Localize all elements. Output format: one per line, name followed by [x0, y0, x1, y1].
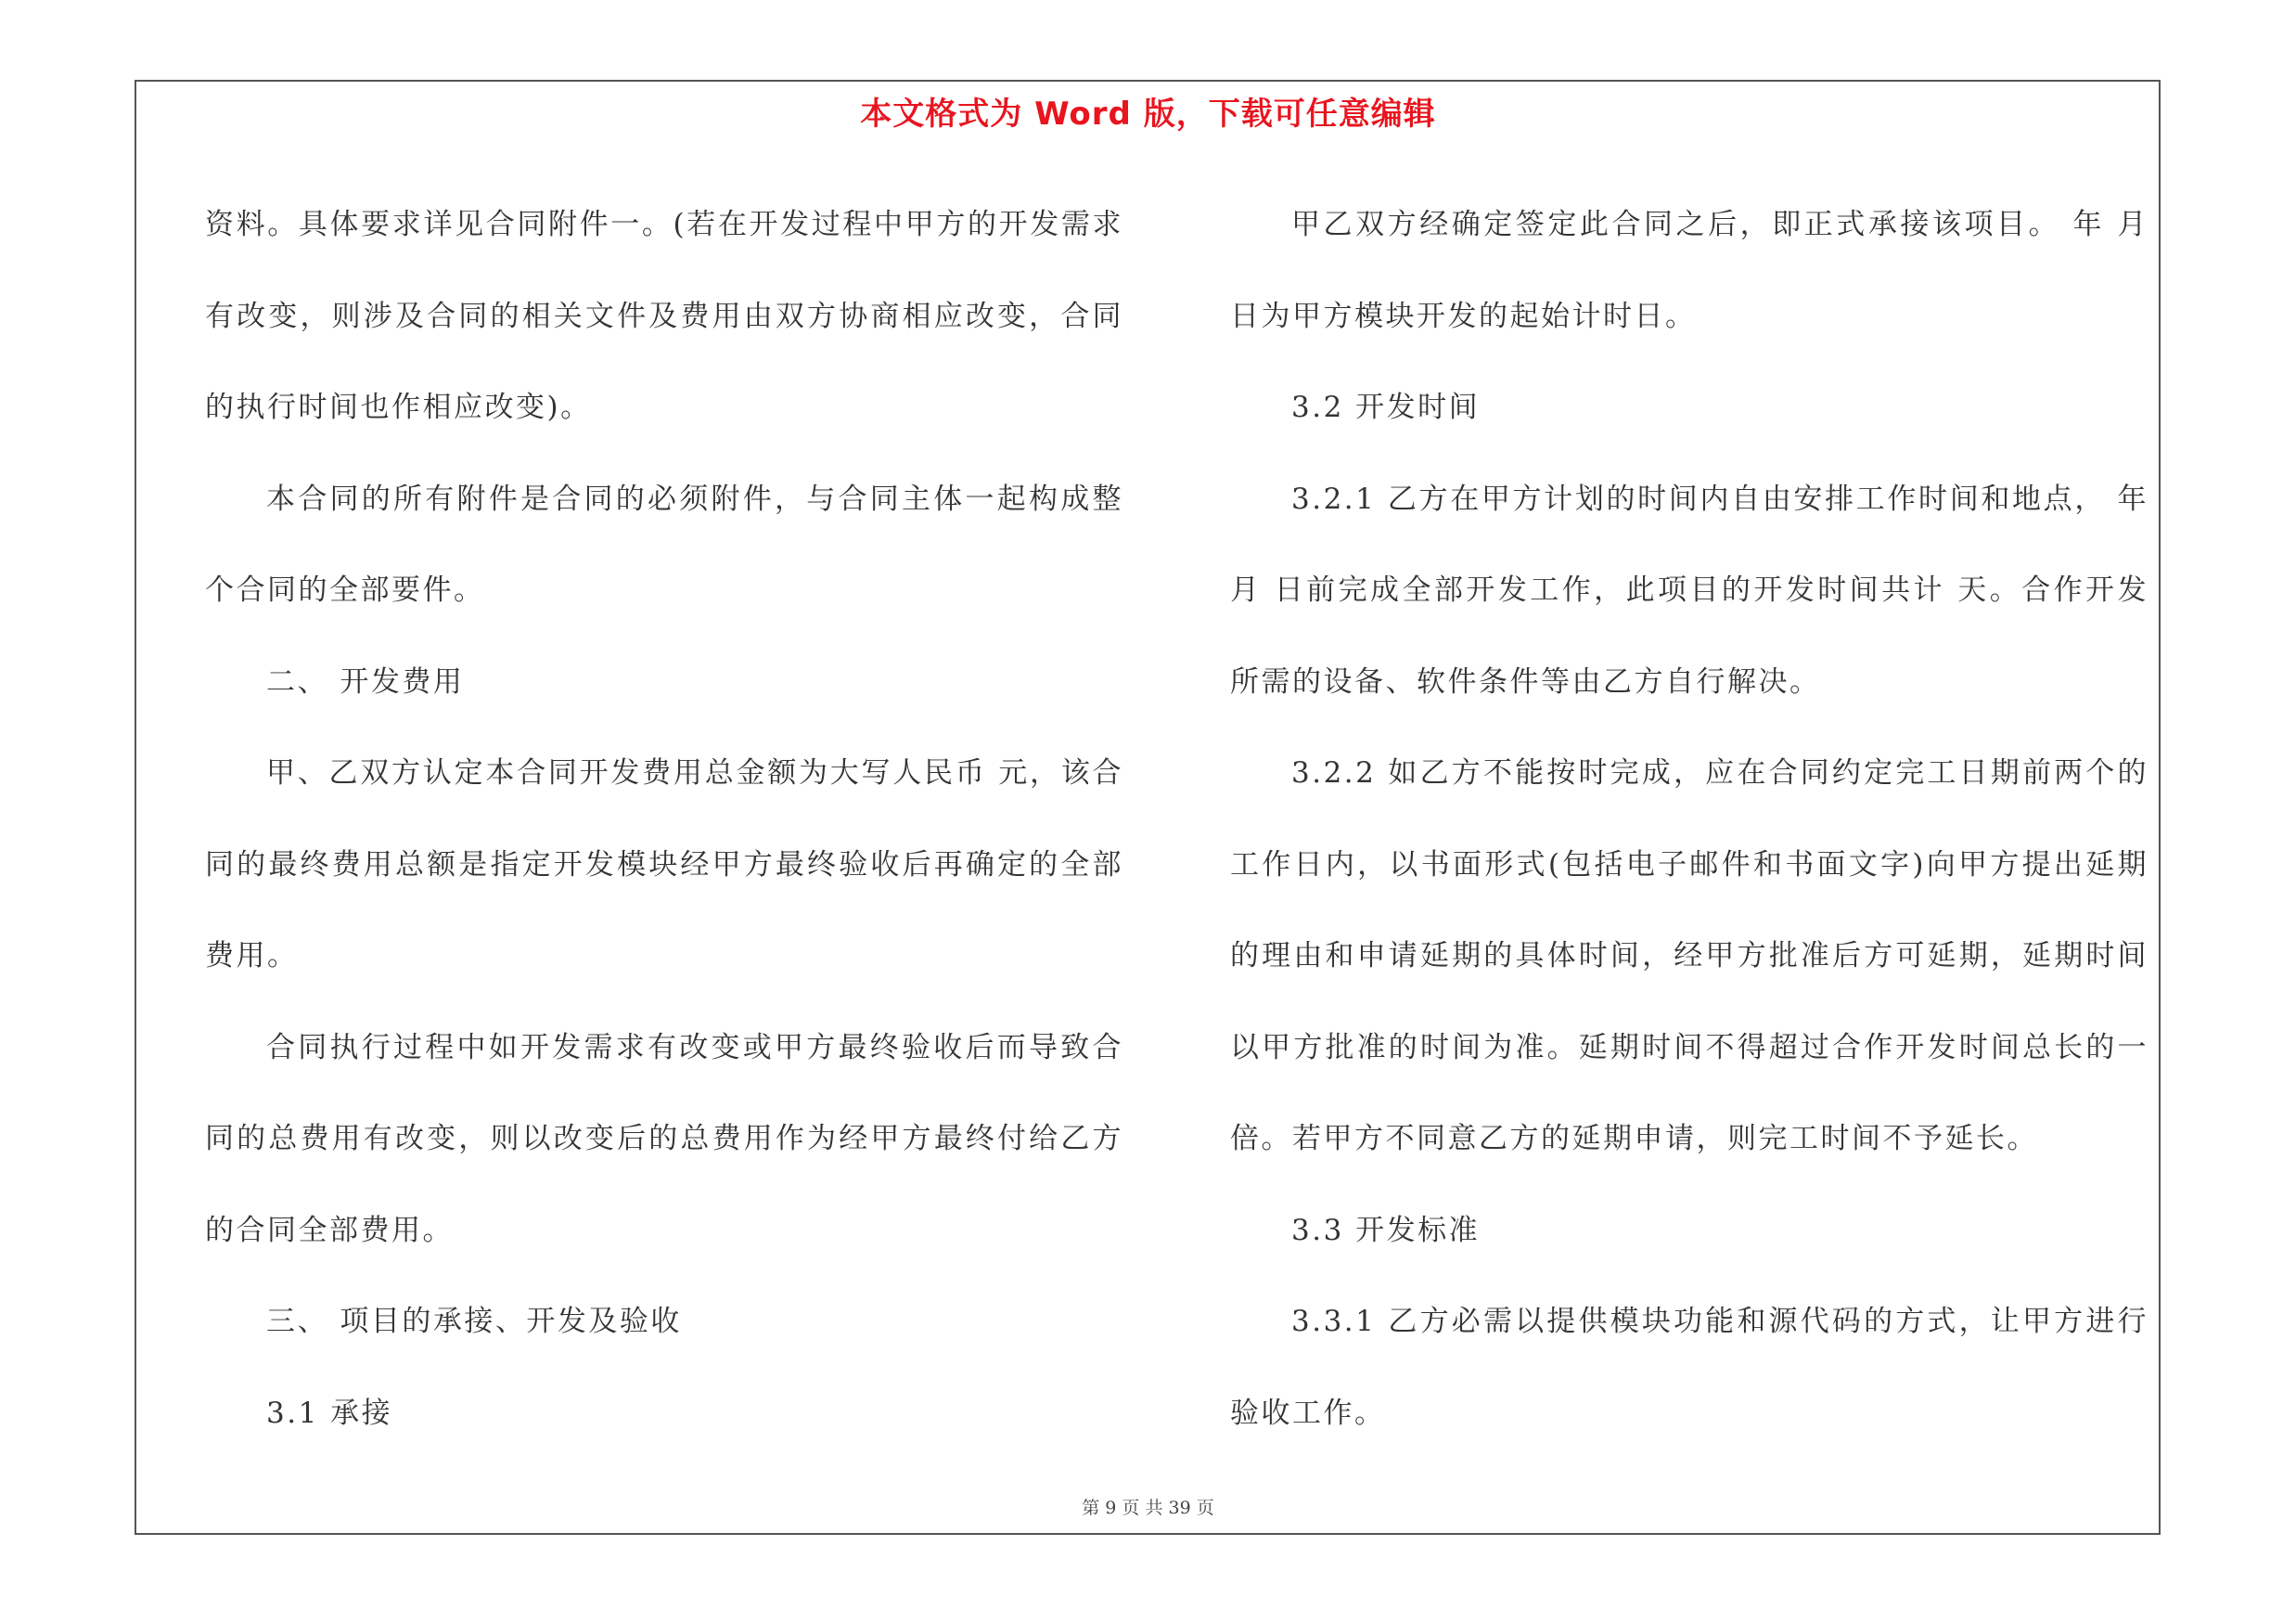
- paragraph: 3.3.1 乙方必需以提供模块功能和源代码的方式，让甲方进行验收工作。: [1230, 1305, 2148, 1430]
- section-heading: 二、 开发费用: [266, 664, 465, 699]
- paragraph: 甲、乙双方认定本合同开发费用总金额为大写人民币 元，该合同的最终费用总额是指定开发模块经甲方最终验收后再确定的全部费用。: [205, 756, 1123, 973]
- subsection-heading: 3.2 开发时间: [1291, 391, 1481, 424]
- right-column: [1230, 179, 2148, 1459]
- word-format-banner: 本文格式为 Word 版，下载可任意编辑: [860, 96, 1436, 133]
- paragraph: 资料。具体要求详见合同附件一。(若在开发过程中甲方的开发需求有改变，则涉及合同的相关文件及费用由双方协商相应改变，合同的执行时间也作相应改变)。: [205, 208, 1123, 424]
- subsection-heading: 3.1 承接: [266, 1396, 393, 1430]
- paragraph: 3.2.1 乙方在甲方计划的时间内自由安排工作时间和地点， 年 月 日前完成全部开发工作，此项目的开发时间共计 天。合作开发所需的设备、软件条件等由乙方自行解决。: [1230, 482, 2148, 699]
- paragraph: 3.2.2 如乙方不能按时完成，应在合同约定完工日期前两个的工作日内，以书面形式(包括电子邮件和书面文字)向甲方提出延期的理由和申请延期的具体时间，经甲方批准后方可延期，延期时间以甲方批准的时间为准。延期时间不得超过合作开发时间总长的一倍。若甲方不同意乙方的延期申请，则完工时间不予延长。: [1230, 756, 2148, 1155]
- section-heading: 三、 项目的承接、开发及验收: [266, 1305, 682, 1338]
- left-column: [205, 179, 1123, 1459]
- paragraph: 甲乙双方经确定签定此合同之后，即正式承接该项目。 年 月 日为甲方模块开发的起始计时日。: [1230, 208, 2148, 333]
- subsection-heading: 3.3 开发标准: [1291, 1213, 1481, 1247]
- page-number-footer: 第 9 页 共 39 页: [1082, 1498, 1214, 1518]
- paragraph: 本合同的所有附件是合同的必须附件，与合同主体一起构成整个合同的全部要件。: [205, 482, 1123, 607]
- paragraph: 合同执行过程中如开发需求有改变或甲方最终验收后而导致合同的总费用有改变，则以改变后的总费用作为经甲方最终付给乙方的合同全部费用。: [205, 1030, 1123, 1247]
